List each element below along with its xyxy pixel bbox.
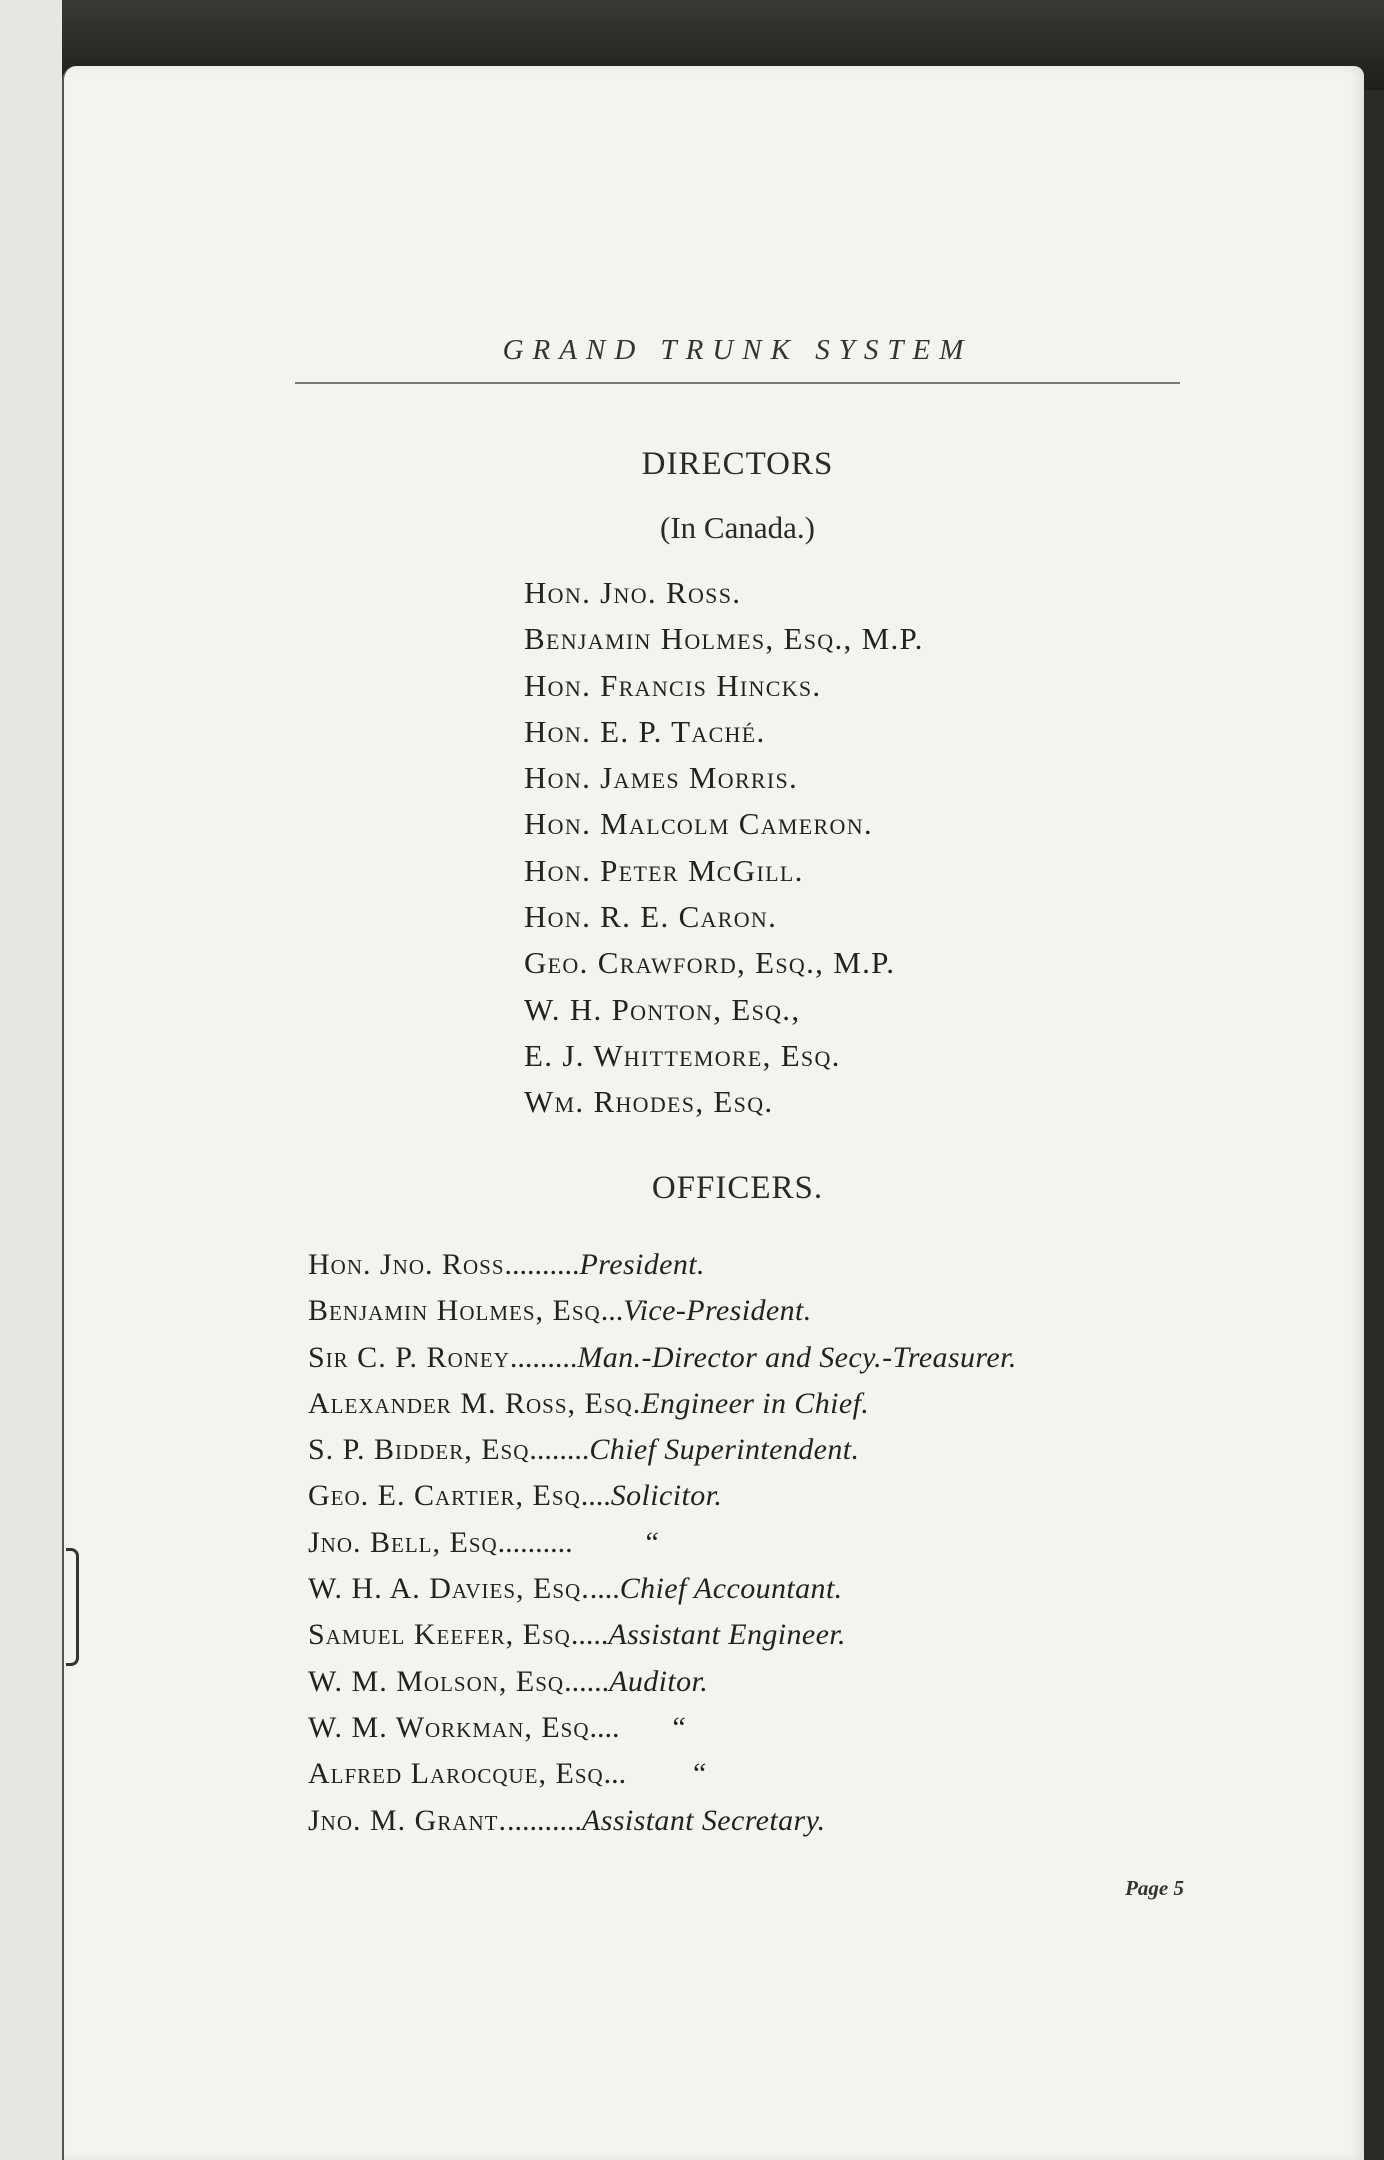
officer-name: Benjamin Holmes, Esq — [308, 1294, 601, 1328]
director-name: Hon. Jno. Ross. — [524, 575, 742, 610]
officer-row — [308, 1798, 1017, 1844]
officer-name: W. M. Molson, Esq — [308, 1664, 565, 1698]
officer-name: Hon. Jno. Ross — [308, 1248, 505, 1281]
director-name: Hon. Francis Hincks. — [524, 667, 822, 703]
officer-role: Assistant Engineer. — [608, 1618, 846, 1652]
officer-row — [308, 1335, 1017, 1381]
dot-leader: ... — [600, 1294, 624, 1328]
header-rule — [295, 382, 1180, 384]
dot-leader: .......... — [497, 1525, 573, 1559]
director-name: Hon. E. P. Taché. — [524, 713, 766, 749]
officer-name: Alfred Larocque, Esq — [308, 1757, 604, 1791]
officer-name: W. H. A. Davies, Esq. — [308, 1572, 590, 1606]
dot-leader: ......... — [509, 1340, 578, 1374]
officer-role: Solicitor. — [610, 1479, 723, 1513]
director-name: Benjamin Holmes, Esq., M.P. — [524, 621, 924, 657]
director-name: Wm. Rhodes, Esq. — [524, 1084, 774, 1120]
officers-heading: OFFICERS. — [651, 1170, 824, 1206]
officer-role: President. — [579, 1248, 705, 1281]
officer-row — [308, 1520, 1017, 1566]
officer-name: Alexander M. Ross, Esq. — [308, 1386, 642, 1420]
officers-list — [308, 1242, 1017, 1844]
page-number: Page 5 — [1125, 1876, 1184, 1900]
officer-role: “ — [690, 1757, 708, 1791]
officer-name: Jno. Bell, Esq — [308, 1525, 498, 1559]
officer-row — [308, 1566, 1017, 1612]
officer-role: Assistant Secretary. — [582, 1803, 826, 1837]
officer-name: Samuel Keefer, Esq — [308, 1618, 571, 1652]
dot-leader: .......... — [507, 1803, 583, 1837]
officer-row — [308, 1242, 1017, 1288]
officer-row — [308, 1427, 1017, 1473]
officer-role: Man.-Director and Secy.-Treasurer. — [577, 1340, 1017, 1374]
officer-role: “ — [669, 1710, 687, 1744]
officer-role: Vice-President. — [623, 1294, 812, 1328]
director-name: Hon. Malcolm Cameron. — [524, 806, 873, 842]
officer-role: Engineer in Chief. — [641, 1386, 870, 1420]
dot-leader: .... — [589, 1572, 620, 1606]
officer-role: Chief Accountant. — [619, 1572, 843, 1606]
binding-clip — [66, 1548, 79, 1666]
officer-row — [308, 1659, 1017, 1705]
director-name: E. J. Whittemore, Esq. — [524, 1037, 841, 1073]
dot-leader: ..... — [570, 1618, 609, 1652]
dot-leader: ........ — [529, 1433, 590, 1467]
dot-leader: .... — [580, 1479, 611, 1513]
director-name: Geo. Crawford, Esq., M.P. — [524, 945, 896, 981]
officer-row — [308, 1473, 1017, 1519]
officer-row — [308, 1288, 1017, 1334]
dot-leader: .... — [589, 1710, 620, 1744]
officer-role: Auditor. — [609, 1664, 709, 1698]
officer-role: “ — [642, 1525, 660, 1559]
director-name: W. H. Ponton, Esq., — [524, 991, 801, 1027]
officer-name: W. M. Workman, Esq — [308, 1710, 590, 1744]
director-name: Hon. James Morris. — [524, 760, 799, 796]
officer-name: Geo. E. Cartier, Esq — [308, 1479, 581, 1513]
director-name: Hon. R. E. Caron. — [524, 899, 778, 935]
officer-row — [308, 1751, 1017, 1797]
officer-role: Chief Superintendent. — [589, 1433, 860, 1467]
running-head: GRAND TRUNK SYSTEM — [502, 334, 973, 366]
officer-name: Jno. M. Grant. — [308, 1803, 508, 1837]
dot-leader: .......... — [504, 1248, 580, 1281]
directors-list — [524, 570, 924, 1126]
facing-page-edge — [0, 0, 62, 2160]
officer-row — [308, 1705, 1017, 1751]
directors-heading: DIRECTORS — [641, 446, 834, 482]
director-name: Hon. Peter McGill. — [524, 852, 804, 888]
dot-leader: ...... — [564, 1664, 610, 1698]
directors-subtitle: (In Canada.) — [660, 510, 815, 545]
officer-row — [308, 1381, 1017, 1427]
officer-name: Sir C. P. Roney — [308, 1340, 510, 1374]
officer-row — [308, 1612, 1017, 1658]
dot-leader: ... — [603, 1757, 627, 1791]
officer-name: S. P. Bidder, Esq — [308, 1433, 530, 1467]
